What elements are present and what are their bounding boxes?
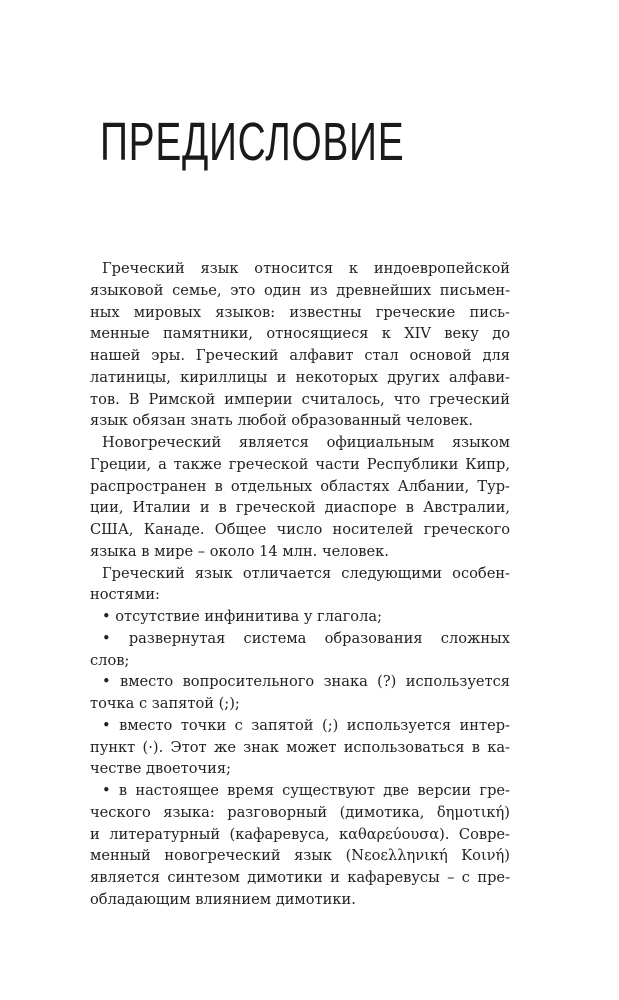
text-line: языковой семье, это один из древнейших письмен- (90, 281, 510, 299)
text-line: слов; (90, 651, 130, 669)
text-line: Греции, а также греческой части Республики Кипр, (90, 455, 510, 473)
text-line: пункт (·). Этот же знак может использоваться в ка- (90, 738, 510, 756)
text-line: США, Канаде. Общее число носителей греческого (90, 521, 510, 538)
text-line: и литературный (кафаревуса, καθαρεύουσα). Совре- (90, 825, 510, 843)
text-line: • вместо точки с запятой (;) используется интер- (102, 716, 510, 734)
text-line: • в настоящее время существуют две версии гре- (102, 782, 510, 799)
text-line: ческого языка: разговорный (димотика, δημοτική) (90, 803, 510, 821)
chapter-heading (100, 112, 405, 172)
text-line: тов. В Римской империи считалось, что греческий (90, 390, 510, 408)
chapter-title: ПРЕДИСЛОВИЕ (100, 112, 405, 172)
text-line: Новогреческий является официальным языком (102, 434, 510, 451)
text-line: Греческий язык относится к индоевропейской (102, 260, 510, 277)
text-line: • вместо вопросительного знака (?) используется (102, 673, 510, 691)
text-line: язык обязан знать любой образованный человек. (90, 412, 473, 430)
text-line: нашей эры. Греческий алфавит стал основой для (90, 347, 510, 364)
text-line: • отсутствие инфинитива у глагола; (102, 608, 382, 625)
text-line: является синтезом димотики и кафаревусы – с пре- (90, 869, 510, 886)
text-line: честве двоеточия; (90, 760, 232, 778)
text-line: ных мировых языков: известны греческие пись- (90, 303, 510, 321)
text-line: ции, Италии и в греческой диаспоре в Австралии, (90, 499, 510, 517)
text-line: менные памятники, относящиеся к XIV веку до (90, 325, 510, 343)
text-line: • развернутая система образования сложных (102, 629, 510, 647)
body-text (90, 258, 510, 911)
text-line: менный новогреческий язык (Νεοελληνική Κοινή) (90, 847, 510, 865)
text-line: обладающим влиянием димотики. (90, 890, 356, 908)
text-line: точка с запятой (;); (90, 695, 240, 712)
text-line: распространен в отдельных областях Албании, Тур- (90, 477, 510, 495)
text-line: ностями: (90, 586, 160, 604)
text-line: Греческий язык отличается следующими особен- (102, 564, 510, 582)
text-line: языка в мире – около 14 млн. человек. (90, 542, 389, 560)
text-line: латиницы, кириллицы и некоторых других алфави- (90, 368, 510, 386)
